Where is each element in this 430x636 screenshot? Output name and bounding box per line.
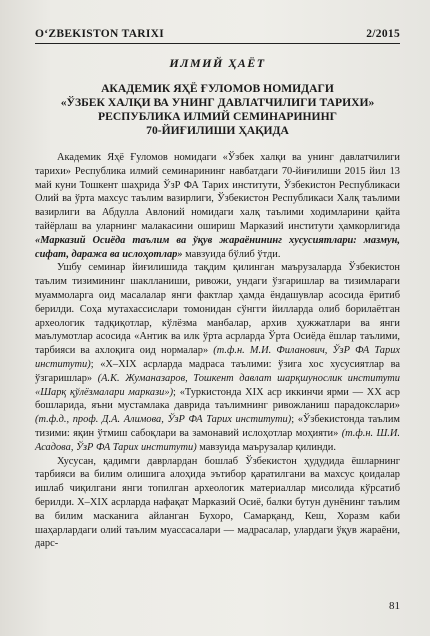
section-heading: ИЛМИЙ ҲАЁТ — [169, 56, 266, 70]
issue-number: 2/2015 — [366, 28, 400, 40]
article-body — [35, 151, 400, 551]
paragraph-reports: Ушбу семинар йиғилишида тақдим қилинган маърузаларда Ўзбекистон таълим тизимининг шаклланиши, ривожи, ундаги ўзгаришлар ва тизимлараги муаммоларга оид масалалар янги фактлар ҳамда ёндашувлар асосида ёритиб берилди. Соҳа мутахассислари томонидан сўнгги йилларда олиб борилаётган археологик тадқиқотлар, кўлёзма манбалар, архив ҳужжатлари ва янги маълумотлар асосида «Антик ва илк ўрта асрларда Ўрта Осиёда ёшлар таълими, тарбияси ва ахлоқига оид нормалар» (т.ф.н. М.И. Филанович, ЎзР ФА Тарих институти); «X–XIX асрларда мадраса таълими: ўзига хос хусусиятлар ва ўзгаришлар» (А.К. Жуманазаров, Тошкент давлат шарқшунослик институти «Шарқ қўлёзмалари маркази»); «Туркистонда XIX аср иккинчи ярми — XX аср бошларида, яъни мустамлака даврида таълимнинг ривожланиш парадокслари» (т.ф.д., проф. Д.А. Алимова, ЎзР ФА Тарих институти); «Ўзбекистонда таълим тизими: яқин ўтмиш сабоқлари ва замонавий ислоҳотлар моҳияти» (т.ф.н. Ш.И. Асадова, ЎзР ФА Тарих институти) мавзуида маърузалар қилинди. — [35, 262, 401, 453]
title-line: АКАДЕМИК ЯҲЁ ҒУЛОМОВ НОМИДАГИ — [101, 82, 334, 95]
running-header — [35, 28, 400, 44]
page-number: 81 — [389, 600, 400, 612]
paragraph-details: Хусусан, қадимги даврлардан бошлаб Ўзбекистон ҳудудида ёшларнинг тарбияси ва билим олишига алоҳида эътибор қаратилгани ва махсус қоидалар ишлаб чиқилгани янги топилган археологик материаллар мисолида кўрсатиб берилди. X–XIX асрларда нафақат Марказий Осиё, балки бутун дунёнинг таълим ва билим масканига айланган Бухоро, Самарқанд, Кеш, Хоразм каби шаҳарлардаги олий таълим муассасалари — мадрасалар, улардаги ўқув жараёни, дарс- — [35, 455, 400, 550]
author-reference: (т.ф.н. Ш.И. Асадова, ЎзР ФА Тарих институти) — [35, 427, 400, 453]
journal-name: O‘ZBEKISTON TARIXI — [35, 28, 165, 40]
title-line: «ЎЗБЕК ХАЛҚИ ВА УНИНГ ДАВЛАТЧИЛИГИ ТАРИХИ» — [60, 96, 375, 109]
author-reference: (А.К. Жуманазаров, Тошкент давлат шарқшунослик институти «Шарқ қўлёзмалари маркази») — [35, 372, 401, 398]
author-reference: (т.ф.н. М.И. Филанович, ЎзР ФА Тарих институти) — [35, 345, 400, 370]
article-title — [35, 82, 400, 138]
title-line: 70-ЙИҒИЛИШИ ҲАҚИДА — [146, 124, 289, 137]
author-reference: (т.ф.д., проф. Д.А. Алимова, ЎзР ФА Тарих институти) — [35, 414, 292, 426]
paragraph-intro: Академик Яҳё Ғуломов номидаги «Ўзбек халқи ва унинг давлатчилиги тарихи» Республика илмий семинарининг навбатдаги 70-йиғилиши 2015 йил 13 май куни Тошкент шаҳрида ЎзР ФА Тарих институти, Ўзбекистон Республикаси Олий ва ўрта махсус таълим вазирлиги, Ўзбекистон Республикаси Халқ таълими вазирлиги ва Абдулла Авлоний номидаги халқ таълими ходимларини қайта тайёрлаш ва уларнинг малакасини ошириш Марказий институти ҳамкорлигида «Марказий Осиёда таълим ва ўқув жараёнининг хусусиятлари: мазмун, сифат, даража ва ислоҳотлар» мавзуида бўлиб ўтди. — [35, 152, 400, 260]
title-line: РЕСПУБЛИКА ИЛМИЙ СЕМИНАРИНИНГ — [98, 110, 337, 123]
seminar-topic: «Марказий Осиёда таълим ва ўқув жараёнининг хусусиятлари: мазмун, сифат, даража ва ислоҳотлар» — [35, 234, 400, 260]
